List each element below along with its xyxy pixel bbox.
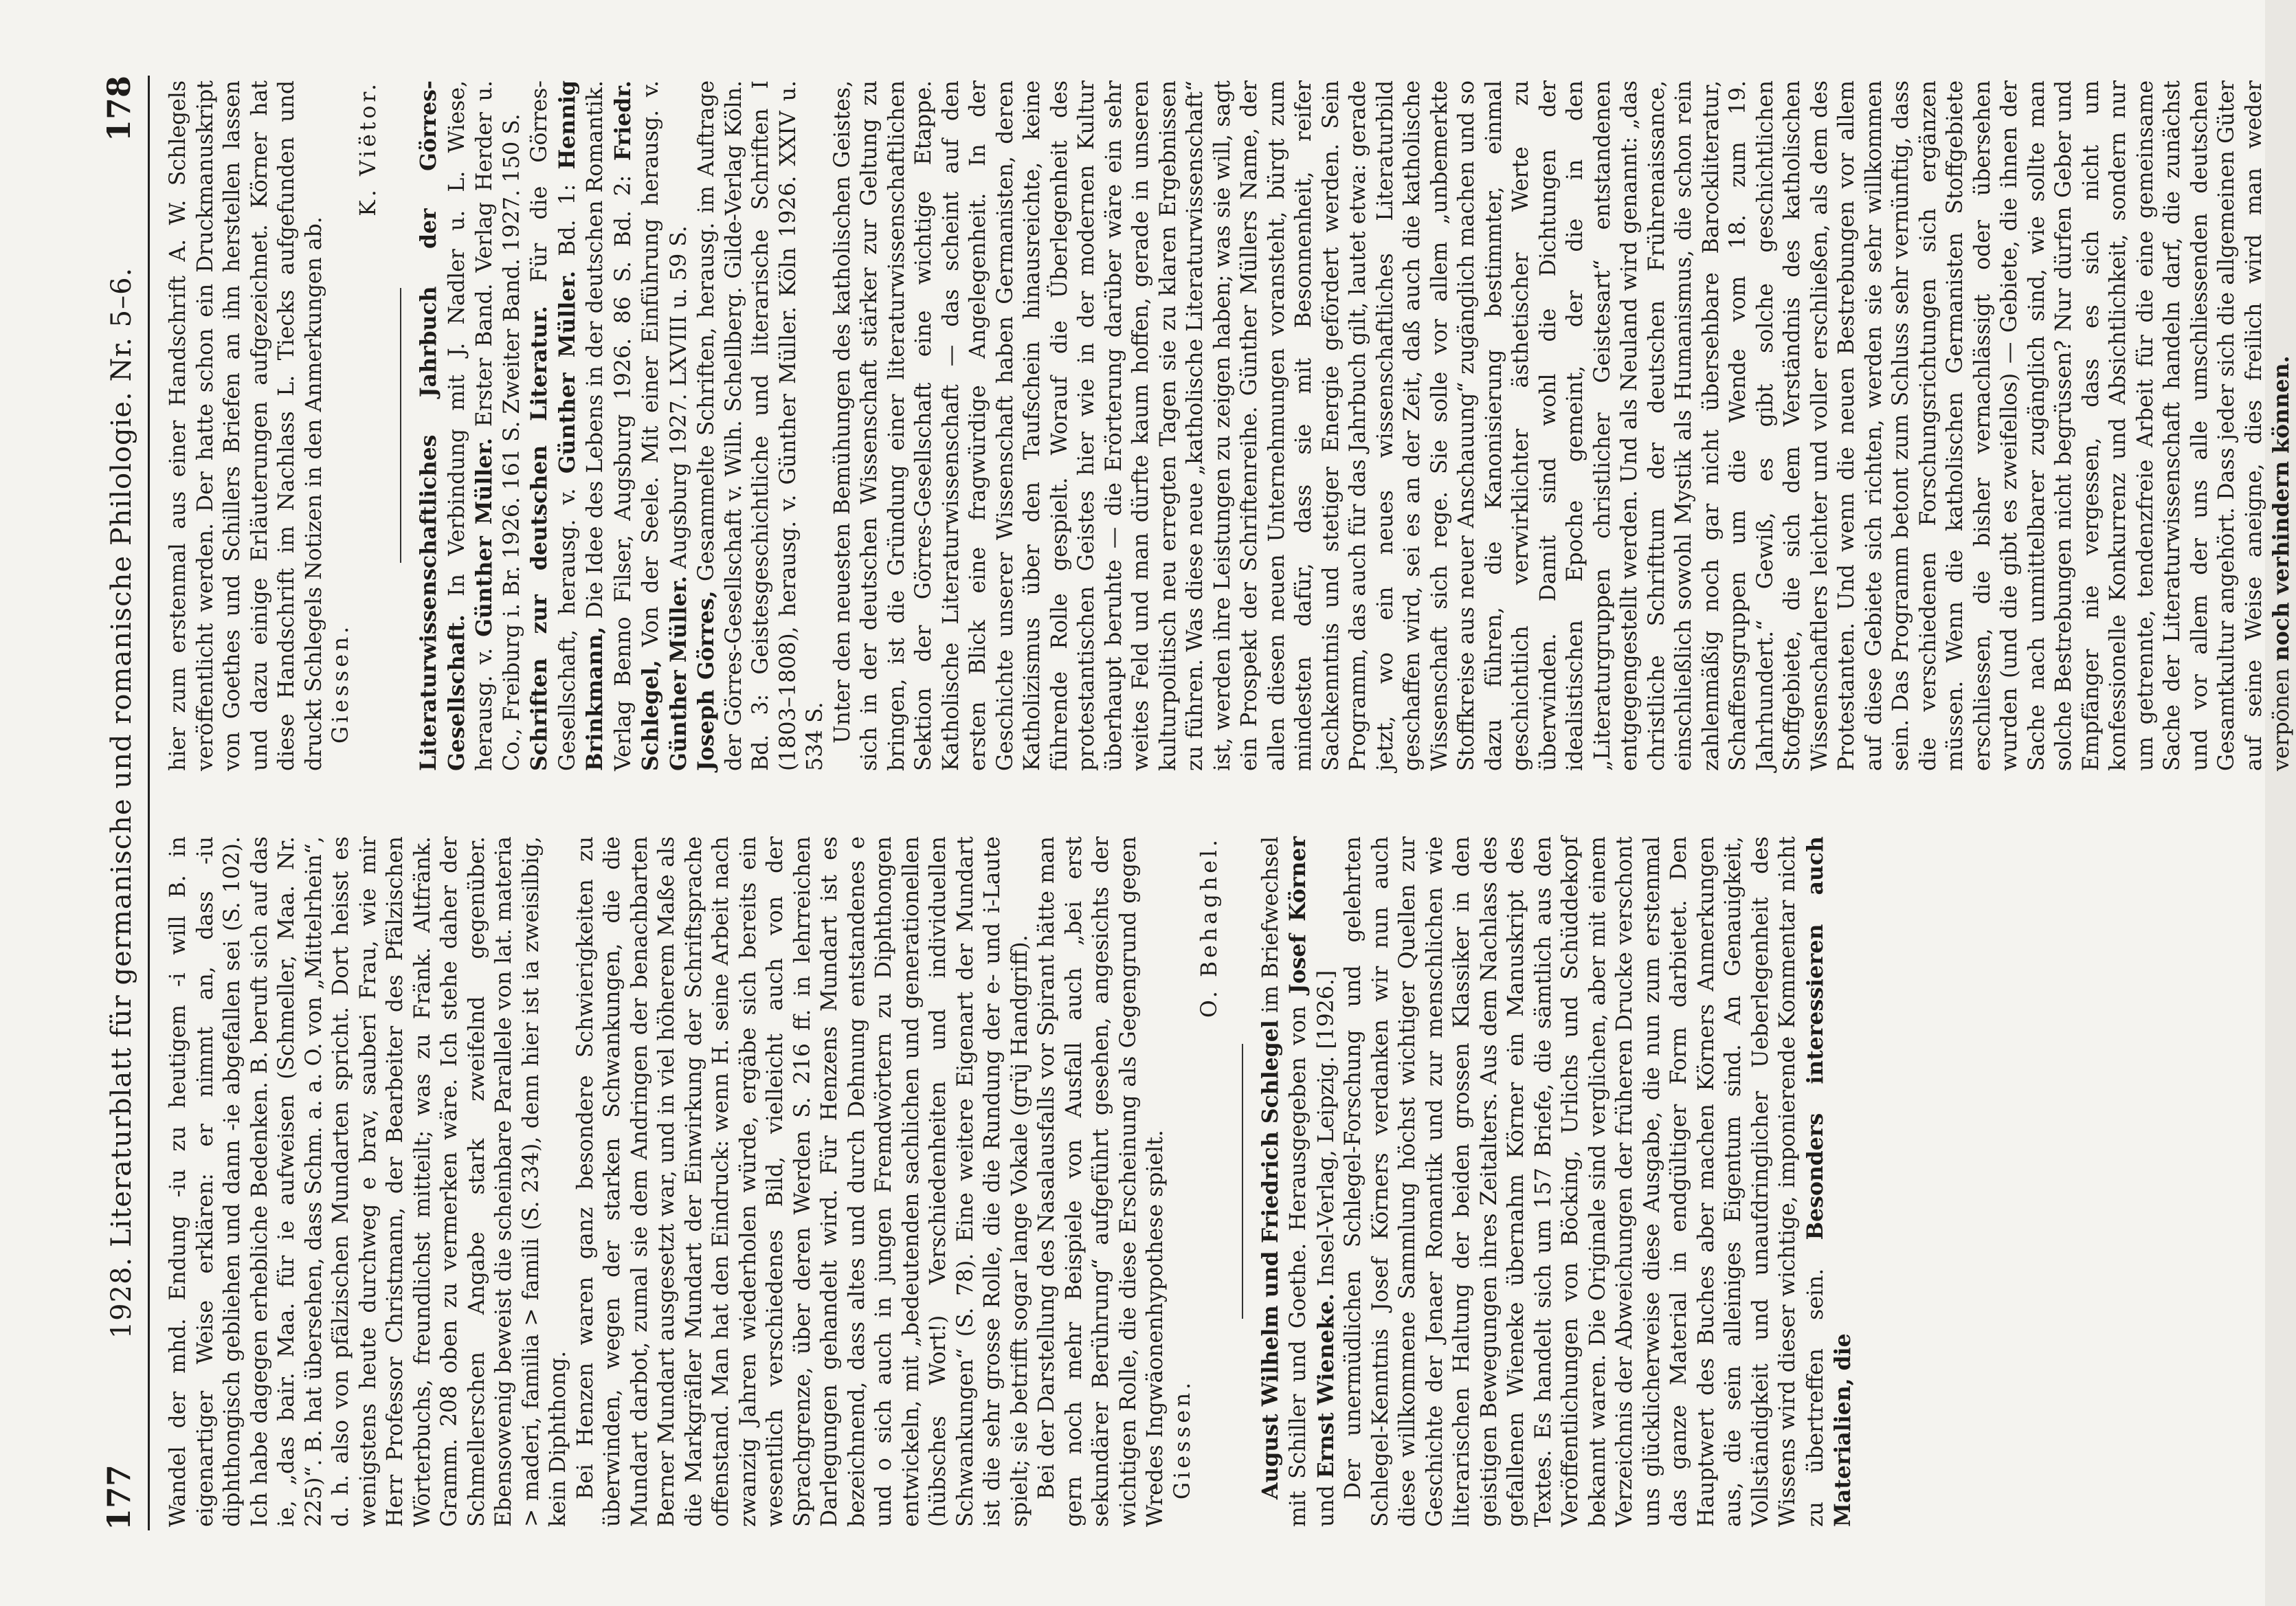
review-heading (1257, 836, 1341, 1527)
editor-name: Günther Müller. (554, 270, 580, 474)
section-divider (400, 289, 401, 564)
author-name: Hennig Brinkmann, (554, 80, 608, 771)
running-header (89, 76, 137, 1530)
entry-title: Joseph Görres, (693, 590, 719, 771)
entry-info: In Verbindung mit J. Nadler u. L. Wiese, herausg. v. (444, 80, 497, 771)
bibliographic-entry (693, 80, 829, 771)
review-paragraph: Bei Henzen waren ganz besondere Schwierigkeiten zu überwinden, wegen der starken Schwankungen, die die Mundart darbot, zumal sie dem Andringen der benachbarten Berner Mundart ausgesetzt war, und in viel höherem Maße als die Markgräfler Mundart der Einwirkung der Schriftsprache offenstand. Man hat den Eindruck: wenn H. seine Arbeit nach zwanzig Jahren wiederholen würde, ergäbe sich bereits ein wesentlich verschiedenes Bild, vielleicht auch von der Sprachgrenze, über deren Werden S. 216 ff. in lehrreichen Darlegungen gehandelt wird. Für Henzens Mundart ist es bezeichnend, dass altes und durch Dehnung entstandenes e und o sich auch in jungen Fremdwörtern zu Diphthongen entwickeln, mit „bedeutenden sachlichen und generationellen (hübsches Wort!) Verschiedenheiten und individuellen Schwankungen“ (S. 78). Eine weitere Eigenart der Mundart ist die sehr grosse Rolle, die die Rundung der e- und i-Laute spielt; sie betrifft sogar lange Vokale (grüj Handgriff). (572, 836, 1032, 1527)
book-info: und (1313, 1478, 1339, 1527)
left-column (165, 836, 1858, 1527)
review-paragraph: Bei der Darstellung des Nasalausfalls vor Spirant hätte man gern noch mehr Beispiele von Ausfall auch „bei erst sekundärer Berührung“ aufgeführt gesehen, angesichts der wichtigen Rolle, die diese Erscheinung als Gegengrund gegen Wredes Ingwäonenhypothese spielt. (1034, 836, 1168, 1527)
entry-info: Erster Band. Verlag Herder u. Co., Freiburg i. Br. 1926. 161 S. Zweiter Band. 1927. 150 S. (472, 80, 524, 771)
review-text-bold: noch verhindern können. (2269, 355, 2294, 662)
editor-name: Josef Körner (1285, 836, 1311, 994)
review-paragraph (1340, 836, 1858, 1527)
journal-title: 1928. Literaturblatt für germanische und romanische Philologie. Nr. 5–6. (106, 267, 137, 1339)
right-column (165, 80, 2296, 771)
bibliographic-entry (415, 80, 526, 771)
review-paragraph: hier zum erstenmal aus einer Handschrift A. W. Schlegels veröffentlicht werden. Der hatte schon ein Druckmanuskript von Goethes und Schillers Briefen an ihn herstellen lassen und dazu einige Erläuterungen aufgezeichnet. Körner hat diese Handschrift im Nachlass L. Tiecks aufgefunden und druckt Schlegels Notizen in den Anmerkungen ab. (166, 80, 326, 771)
entry-info: Augsburg 1927. LXVIII u. 59 S. (666, 225, 691, 576)
entry-info: Die Idee des Lebens in der deutschen Romantik. Verlag Benno Filser, Augsburg 1926. 86 S. Bd. 2: (583, 80, 636, 771)
review-paragraph (829, 80, 2296, 771)
review-paragraph: Wandel der mhd. Endung -iu zu heutigem -i will B. in eigenartiger Weise erklären: er nimmt an, dass -iu diphthongisch gebliehen und dann -ie abgefallen sei (S. 102). Ich habe dagegen erhebliche Bedenken. B. beruft sich auf das ie, „das bair. Maa. für ie aufweisen (Schmeller, Maa. Nr. 225)“. B. hat übersehen, dass Schm. a. a. O. von „Mittelrhein“, d. h. also von pfälzischen Mundarten spricht. Dort heisst es wenigstens heute durchweg e brav, sauberi Frau, wie mir Herr Professor Christmann, der Bearbeiter des Pfälzischen Wörterbuchs, freundlichst mitteilt; was zu Fränk. Altfränk. Gramm. 208 oben zu vermerken wäre. Ich stehe daher der Schmellerschen Angabe stark zweifelnd gegenüber. Ebensowenig beweist die scheinbare Parallele von lat. materia > maderi, familia > famili (S. 234), denn hier ist ia zweisilbig, kein Diphthong. (166, 836, 570, 1527)
bibliographic-entry (526, 80, 693, 771)
review-signature: K. Viëtor. (355, 80, 381, 216)
review-place: Giessen. (328, 623, 353, 744)
review-text-bold: Besonders interessieren auch Materialien, die (1802, 836, 1855, 1527)
entry-title: Literaturwissenschaftliches Jahrbuch der Görres-Gesellschaft. (416, 80, 469, 771)
editor-name: Ernst Wieneke. (1313, 1293, 1339, 1479)
review-text: Der unermüdlichen Schlegel-Forschung und gelehrten Schlegel-Kenntnis Josef Körners verdanken wir nun auch diese willkommene Sammlung höchst wichtiger Quellen zur Geschichte der Jenaer Romantik und zur menschlichen wie literarischen Haltung der beiden grossen Klassiker in den geistigen Bewegungen ihres Zeitalters. Aus dem Nachlass des gefallenen Wieneke übernahm Körner ein Manuskript des Textes. Es handelt sich um 157 Briefe, die sämtlich aus den Veröffentlichungen von Böcking, Urlichs und Schüddekopf bekannt waren. Die Originale sind verglichen, aber mit einem Verzeichnis der Abweichungen der früheren Drucke verschont uns glücklicherweise diese Ausgabe, die nun zum erstenmal das ganze Material in endgültiger Form darbietet. Den Hauptwert des Buches aber machen Körners Anmerkungen aus, die sein alleiniges Eigentum sind. An Genauigkeit, Vollständigkeit und unaufdringlicher Ueberlegenheit des Wissens wird dieser wichtige, imponierende Kommentar nicht zu übertreffen sein. (1341, 836, 1828, 1527)
editor-name: Günther Müller. (665, 575, 691, 771)
book-title: August Wilhelm und Friedrich Schlegel (1257, 1020, 1283, 1499)
review-place: Giessen. (1170, 1379, 1195, 1499)
entry-info: Gesammelte Schriften, herausg. im Auftrage der Görres-Gesellschaft v. Wilh. Schellberg. Gilde-Verlag Köln. Bd. 3: Geistesgeschichtliche und literarische Schriften I (1803–1808), herausg. v. Günther Müller. Köln 1926. XXIV u. 534 S. (694, 80, 827, 771)
entry-info: Bd. 1: (555, 169, 580, 271)
review-signature: O. Behaghel. (1197, 836, 1222, 1018)
page-number-left: 177 (100, 1464, 137, 1530)
section-divider (1242, 1045, 1243, 1319)
page-number-right: 178 (100, 76, 137, 142)
entry-title: Schriften zur deutschen Literatur. (526, 305, 552, 771)
entry-info: Von der Seele. Mit einer Einführung herausg. v. (638, 80, 663, 660)
book-info: im Briefwechsel mit Schiller und Goethe. Herausgegeben von (1258, 836, 1311, 1527)
book-info: Insel-Verlag, Leipzig. [1926.] (1313, 970, 1339, 1293)
header-rule (148, 76, 150, 1530)
entry-info: Für die Görres-Gesellschaft, herausg. v. (527, 80, 580, 771)
review-text: Unter den neuesten Bemühungen des katholischen Geistes, sich in der deutschen Wissenschaft stärker zur Geltung zu bringen, ist die Gründung einer literaturwissenschaftlichen Sektion der Görres-Gesellschaft eine wichtige Etappe. Katholische Literaturwissenschaft — das scheint auf den ersten Blick eine fragwürdige Angelegenheit. In der Geschichte unserer Wissenschaft haben Germanisten, deren Katholizismus über den Taufschein hinausreichte, keine führende Rolle gespielt. Worauf die Überlegenheit des protestantischen Geistes hier wie in der modernen Kultur überhaupt beruhte — die Erörterung darüber wäre ein sehr weites Feld und man dürfte kaum hoffen, gerade in unseren kulturpolitisch neu erregten Tagen sie zu klaren Ergebnissen zu führen. Was diese neue „katholische Literaturwissenschaft“ ist, werden ihre Leistungen zu zeigen haben; was sie will, sagt ein Prospekt der Schriftenreihe. Günther Müllers Name, der allen diesen neuen Unternehmungen voransteht, bürgt zum mindesten dafür, dass sie mit Besonnenheit, reifer Sachkenntnis und stetiger Energie gefördert werden. Sein Programm, das auch für das Jahrbuch gilt, lautet etwa: gerade jetzt, wo ein neues wissenschaftliches Literaturbild geschaffen wird, sei es an der Zeit, daß auch die katholische Wissenschaft sich rege. Sie solle vor allem „unbemerkte Stoffkreise aus neuer Anschauung“ zugänglich machen und so dazu führen, die Kanonisierung bestimmter, einmal geschichtlich verwirklichter ästhetischer Werte zu überwinden. Damit sind wohl die Dichtungen der idealistischen Epoche gemeint, der die in den „Literaturgruppen christlicher Geistesart“ entstandenen entgegengestellt werden. Und als Neuland wird genannt: „das christliche Schrifttum der deutschen Frührenaissance, einschließlich sowohl Mystik als Humanismus, die schon rein zahlenmäßig noch gar nicht übersehbare Barockliteratur, Schaffensgruppen um die Wende vom 18. zum 19. Jahrhundert.“ Gewiß, es gibt solche geschichtlichen Stoffgebiete, die sich dem Verständnis des katholischen Wissenschaftlers leichter und voller erschließen, als dem des Protestanten. Und wenn die neuen Bestrebungen vor allem auf diese Gebiete sich richten, werden sie sehr willkommen sein. Das Programm betont zum Schluss sehr vernünftig, dass die verschiedenen Forschungsrichtungen sich ergänzen müssen. Wenn die katholischen Germanisten Stoffgebiete erschliessen, die bisher vernachlässigt oder übersehen wurden (und die gibt es zweifellos) — Gebiete, die ihnen der Sache nach unmittelbarer zugänglich sind, wie sollte man solche Bestrebungen nicht begrüssen? Nur dürfen Geber und Empfänger nie vergessen, dass es sich nicht um konfessionelle Konkurrenz und Absichtlichkeit, sondern nur um getrennte, tendenzfreie Arbeit für die eine gemeinsame Sache der Literaturwissenschaft handeln darf, die zunächst und vor allem der uns alle umschliessenden deutschen Gesamtkultur angehört. Dass jeder sich die allgemeinen Güter auf seine Weise aneigne, dies freilich wird man weder verpönen (829, 80, 2294, 771)
author-name: Friedr. Schlegel, (610, 80, 663, 771)
editor-name: Günther Müller. (471, 437, 497, 637)
